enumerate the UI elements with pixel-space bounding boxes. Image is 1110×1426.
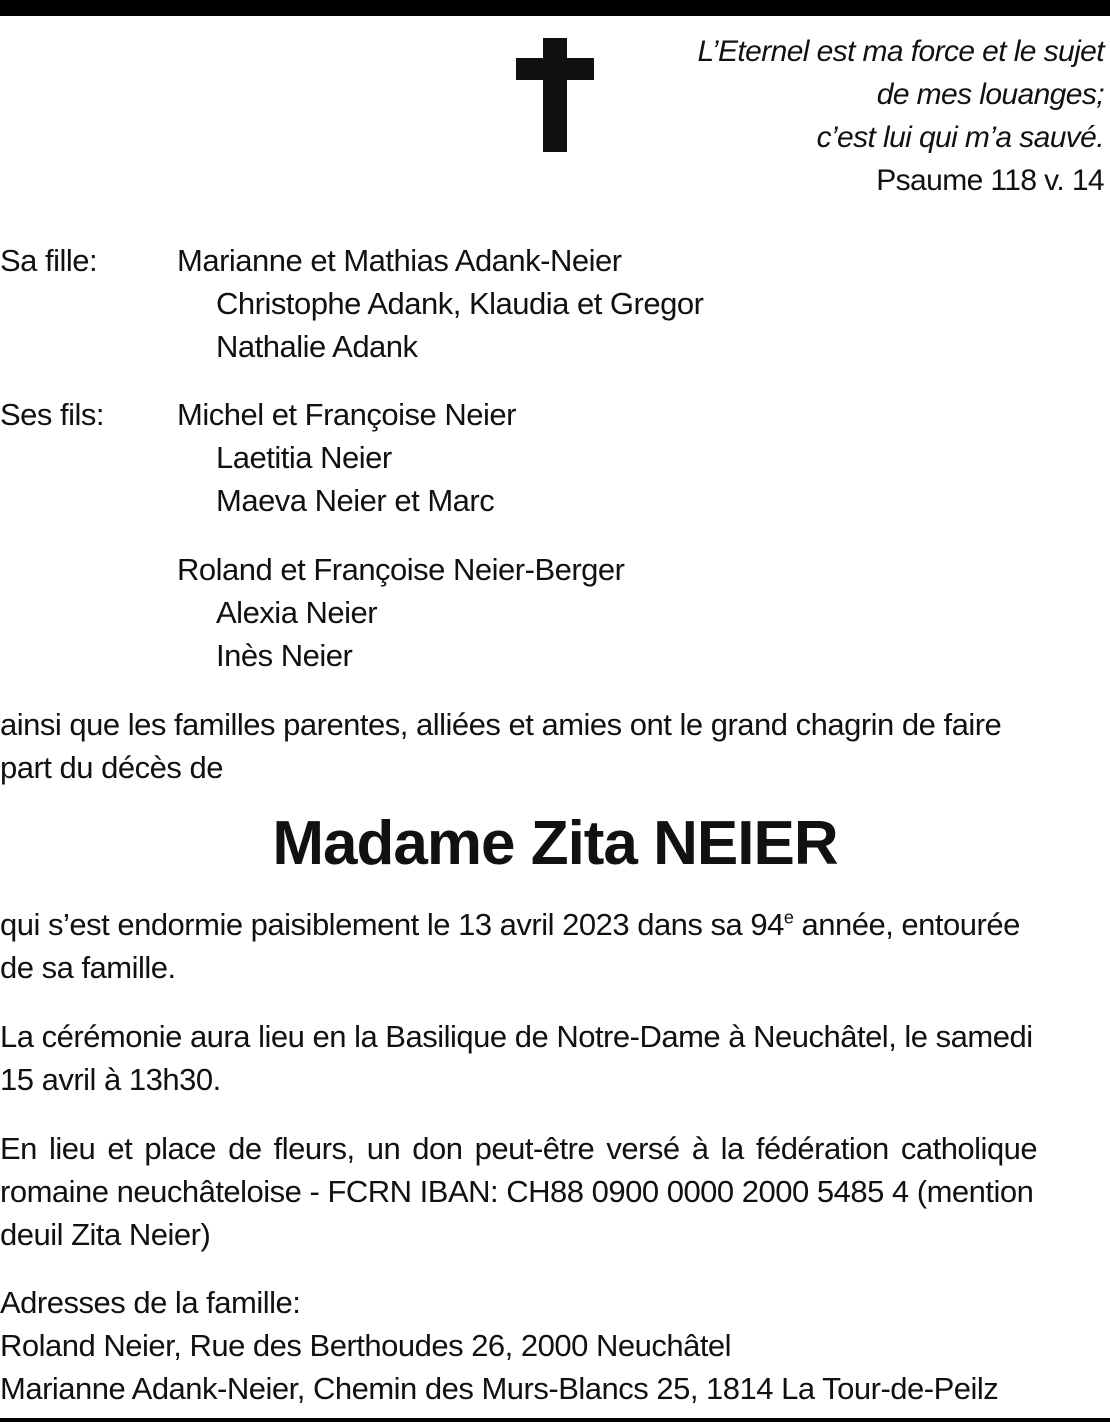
bible-verse bbox=[584, 30, 1104, 202]
verse-line: de mes louanges; bbox=[876, 78, 1104, 111]
grandchild-name: Alexia Neier bbox=[216, 595, 378, 630]
ceremony-line: 15 avril à 13h30. bbox=[0, 1062, 221, 1097]
grandchild-name: Maeva Neier et Marc bbox=[216, 483, 495, 518]
verse-line: L’Eternel est ma force et le sujet bbox=[697, 35, 1104, 68]
death-line bbox=[0, 903, 1110, 946]
ceremony-paragraph bbox=[0, 1015, 1110, 1101]
sons-label: Ses fils: bbox=[0, 397, 105, 432]
top-border bbox=[0, 0, 1110, 16]
grandchild-name: Laetitia Neier bbox=[216, 440, 392, 475]
death-text-after: année, entourée bbox=[793, 907, 1020, 942]
death-line: de sa famille. bbox=[0, 950, 176, 985]
donation-line: romaine neuchâteloise - FCRN IBAN: CH88 0900 0000 2000 5485 4 (mention bbox=[0, 1174, 1034, 1209]
announcement-line: part du décès de bbox=[0, 750, 223, 785]
announcement-line: ainsi que les familles parentes, alliées et amies ont le grand chagrin de faire bbox=[0, 707, 1002, 742]
bottom-border bbox=[0, 1418, 1110, 1422]
daughter-name: Marianne et Mathias Adank-Neier bbox=[177, 243, 622, 278]
deceased-name: Madame Zita NEIER bbox=[272, 809, 838, 878]
address-line: Roland Neier, Rue des Berthoudes 26, 2000 Neuchâtel bbox=[0, 1328, 732, 1363]
death-paragraph bbox=[0, 903, 1110, 989]
verse-line: c’est lui qui m’a sauvé. bbox=[816, 121, 1104, 154]
grandchild-name: Christophe Adank, Klaudia et Gregor bbox=[216, 286, 704, 321]
addresses-block bbox=[0, 1281, 1110, 1410]
donation-line: En lieu et place de fleurs, un don peut-être versé à la fédération catholique bbox=[0, 1131, 1038, 1166]
address-line: Marianne Adank-Neier, Chemin des Murs-Blancs 25, 1814 La Tour-de-Peilz bbox=[0, 1371, 999, 1406]
death-text-before: qui s’est endormie paisiblement le 13 avril 2023 dans sa 94 bbox=[0, 907, 784, 942]
son-name: Roland et Françoise Neier-Berger bbox=[177, 552, 625, 587]
cross-icon bbox=[516, 38, 594, 152]
grandchild-name: Nathalie Adank bbox=[216, 329, 418, 364]
grandchild-name: Inès Neier bbox=[216, 638, 353, 673]
announcement-paragraph bbox=[0, 703, 1110, 789]
ceremony-line: La cérémonie aura lieu en la Basilique de Notre-Dame à Neuchâtel, le samedi bbox=[0, 1019, 1033, 1054]
donation-paragraph bbox=[0, 1127, 1110, 1256]
addresses-heading: Adresses de la famille: bbox=[0, 1285, 301, 1320]
donation-line: deuil Zita Neier) bbox=[0, 1217, 211, 1252]
verse-reference: Psaume 118 v. 14 bbox=[876, 164, 1104, 197]
son-name: Michel et Françoise Neier bbox=[177, 397, 516, 432]
ordinal-suffix: e bbox=[783, 907, 794, 928]
daughter-label: Sa fille: bbox=[0, 243, 98, 278]
